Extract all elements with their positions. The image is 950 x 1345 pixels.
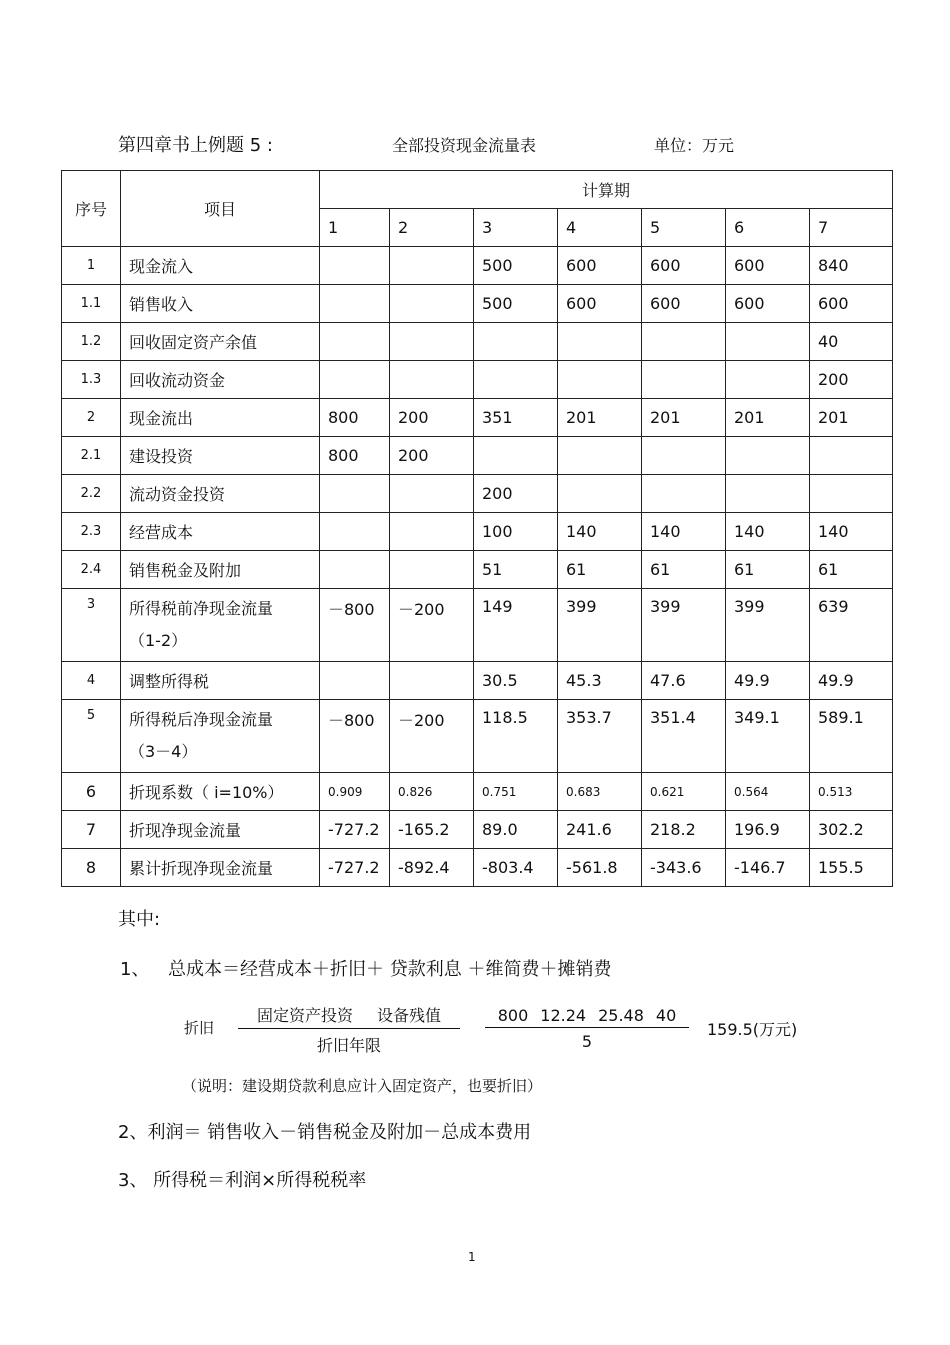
value-cell: 600	[558, 285, 642, 323]
formula-income-tax: 3、 所得税＝利润×所得税税率	[118, 1170, 367, 1191]
table-row	[62, 399, 893, 437]
table-row	[62, 849, 893, 887]
depreciation-formula-fraction	[238, 1003, 460, 1056]
value-cell: 140	[810, 513, 893, 551]
header-seq: 序号	[62, 171, 121, 247]
value-cell	[474, 437, 558, 475]
row-item-line1: 所得税后净现金流量	[129, 710, 274, 729]
value-cell: 61	[642, 551, 726, 589]
table-row	[62, 361, 893, 399]
period-header-cell: 4	[558, 209, 642, 247]
value-cell: 800	[320, 437, 390, 475]
row-seq: 6	[62, 773, 121, 811]
table-row	[62, 437, 893, 475]
value-cell: -803.4	[474, 849, 558, 887]
value-cell	[320, 475, 390, 513]
row-seq: 4	[62, 662, 121, 700]
value-cell: 30.5	[474, 662, 558, 700]
header-period: 计算期	[320, 171, 893, 209]
value-cell	[642, 323, 726, 361]
row-item: 累计折现净现金流量	[121, 849, 320, 887]
row-item: 回收流动资金	[121, 361, 320, 399]
value-cell: 241.6	[558, 811, 642, 849]
value-cell: 201	[558, 399, 642, 437]
table-row	[62, 662, 893, 700]
table-row	[62, 589, 893, 662]
value-cell: 201	[642, 399, 726, 437]
value-cell	[558, 323, 642, 361]
row-seq: 2.3	[62, 513, 121, 551]
row-item: 经营成本	[121, 513, 320, 551]
value-cell: 51	[474, 551, 558, 589]
row-seq: 2.1	[62, 437, 121, 475]
formula-1-number: 1、	[120, 959, 150, 980]
value-cell: 200	[474, 475, 558, 513]
table-title: 全部投资现金流量表	[392, 136, 537, 155]
table-row	[62, 513, 893, 551]
value-cell: 399	[642, 589, 726, 662]
page-number: 1	[468, 1250, 476, 1264]
row-item: 折现净现金流量	[121, 811, 320, 849]
value-cell	[642, 475, 726, 513]
value-cell: 600	[642, 247, 726, 285]
value-cell: 49.9	[810, 662, 893, 700]
table-row	[62, 247, 893, 285]
row-item	[121, 700, 320, 773]
value-cell: 500	[474, 247, 558, 285]
value-cell: 399	[558, 589, 642, 662]
row-item: 现金流入	[121, 247, 320, 285]
row-item	[121, 589, 320, 662]
value-cell: 351.4	[642, 700, 726, 773]
row-seq: 1	[62, 247, 121, 285]
value-cell	[390, 662, 474, 700]
value-cell: 353.7	[558, 700, 642, 773]
row-seq: 1.2	[62, 323, 121, 361]
value-cell	[390, 285, 474, 323]
row-item: 流动资金投资	[121, 475, 320, 513]
value-cell: 149	[474, 589, 558, 662]
depreciation-result: 159.5(万元)	[707, 1020, 798, 1039]
period-header-cell: 3	[474, 209, 558, 247]
row-seq: 1.1	[62, 285, 121, 323]
fixed-asset-investment: 固定资产投资	[256, 1006, 353, 1025]
cash-flow-table	[61, 170, 893, 887]
row-item: 现金流出	[121, 399, 320, 437]
value-cell	[320, 285, 390, 323]
row-seq: 2.2	[62, 475, 121, 513]
table-row	[62, 475, 893, 513]
value-cell: 0.683	[558, 773, 642, 811]
value-cell: -561.8	[558, 849, 642, 887]
table-row	[62, 285, 893, 323]
value-cell	[390, 551, 474, 589]
value-cell: 61	[726, 551, 810, 589]
value-cell	[474, 323, 558, 361]
value-cell: －800	[320, 700, 390, 773]
value-cell	[726, 361, 810, 399]
value-cell: 140	[558, 513, 642, 551]
value-cell: 639	[810, 589, 893, 662]
value-cell: 140	[642, 513, 726, 551]
row-seq: 3	[62, 589, 121, 662]
period-header-cell: 5	[642, 209, 726, 247]
value-cell: 0.621	[642, 773, 726, 811]
value-cell: -727.2	[320, 849, 390, 887]
value-cell: 349.1	[726, 700, 810, 773]
value-cell	[474, 361, 558, 399]
row-item-line2: （3－4）	[129, 742, 198, 761]
row-item-line2: （1-2）	[129, 631, 188, 650]
value-cell	[558, 475, 642, 513]
value-cell: -343.6	[642, 849, 726, 887]
value-cell: 600	[558, 247, 642, 285]
formula-profit: 2、利润＝ 销售收入－销售税金及附加－总成本费用	[118, 1122, 532, 1143]
value-cell: 100	[474, 513, 558, 551]
value-cell: 40	[810, 323, 893, 361]
value-cell: －800	[320, 589, 390, 662]
value-cell: -892.4	[390, 849, 474, 887]
value-cell	[320, 323, 390, 361]
header-item: 项目	[121, 171, 320, 247]
value-cell	[558, 361, 642, 399]
value-cell: -165.2	[390, 811, 474, 849]
row-item: 折现系数（ i=10%）	[121, 773, 320, 811]
numerator-value: 800	[497, 1006, 529, 1025]
value-cell: 589.1	[810, 700, 893, 773]
value-cell: 840	[810, 247, 893, 285]
row-seq: 2.4	[62, 551, 121, 589]
value-cell	[642, 437, 726, 475]
fraction-numerator-values	[485, 1006, 689, 1028]
value-cell: 155.5	[810, 849, 893, 887]
period-header-cell: 2	[390, 209, 474, 247]
value-cell	[320, 513, 390, 551]
value-cell	[726, 475, 810, 513]
period-header-cell: 7	[810, 209, 893, 247]
value-cell	[558, 437, 642, 475]
row-item: 销售税金及附加	[121, 551, 320, 589]
value-cell	[642, 361, 726, 399]
value-cell	[390, 323, 474, 361]
value-cell: 0.513	[810, 773, 893, 811]
period-header-cell: 1	[320, 209, 390, 247]
value-cell: 0.826	[390, 773, 474, 811]
value-cell: 500	[474, 285, 558, 323]
value-cell: 47.6	[642, 662, 726, 700]
fraction-numerator	[238, 1003, 460, 1029]
value-cell: 0.564	[726, 773, 810, 811]
depreciation-label: 折旧	[184, 1019, 215, 1037]
row-seq: 5	[62, 700, 121, 773]
value-cell: 600	[726, 285, 810, 323]
unit-label: 单位：万元	[654, 136, 735, 155]
numerator-value: 40	[655, 1006, 677, 1025]
value-cell: 0.751	[474, 773, 558, 811]
value-cell: -727.2	[320, 811, 390, 849]
value-cell: 118.5	[474, 700, 558, 773]
formula-1-text: 总成本＝经营成本＋折旧＋ 贷款利息 ＋维简费＋摊销费	[168, 959, 612, 980]
value-cell	[390, 475, 474, 513]
row-item: 建设投资	[121, 437, 320, 475]
value-cell: 0.909	[320, 773, 390, 811]
value-cell	[390, 361, 474, 399]
value-cell	[320, 551, 390, 589]
row-item: 销售收入	[121, 285, 320, 323]
value-cell	[726, 437, 810, 475]
value-cell: 201	[810, 399, 893, 437]
value-cell: －200	[390, 589, 474, 662]
value-cell: 218.2	[642, 811, 726, 849]
value-cell: 600	[642, 285, 726, 323]
value-cell	[810, 475, 893, 513]
value-cell: －200	[390, 700, 474, 773]
value-cell: 600	[810, 285, 893, 323]
value-cell: 200	[390, 437, 474, 475]
value-cell: 89.0	[474, 811, 558, 849]
value-cell	[320, 247, 390, 285]
notes-title: 其中:	[118, 909, 161, 930]
row-item: 回收固定资产余值	[121, 323, 320, 361]
table-row	[62, 323, 893, 361]
table-body	[62, 247, 893, 887]
value-cell: -146.7	[726, 849, 810, 887]
row-seq: 1.3	[62, 361, 121, 399]
value-cell: 201	[726, 399, 810, 437]
table-row	[62, 700, 893, 773]
value-cell	[390, 513, 474, 551]
value-cell: 61	[558, 551, 642, 589]
numerator-value: 12.24	[540, 1006, 587, 1025]
table-row	[62, 551, 893, 589]
numerator-value: 25.48	[598, 1006, 644, 1025]
value-cell	[726, 323, 810, 361]
value-cell: 140	[726, 513, 810, 551]
value-cell: 49.9	[726, 662, 810, 700]
value-cell: 200	[810, 361, 893, 399]
depreciation-value-fraction	[485, 1006, 689, 1051]
fraction-denominator: 折旧年限	[316, 1036, 381, 1055]
explanation-note: （说明：建设期贷款利息应计入固定资产，也要折旧）	[182, 1077, 543, 1095]
table-row	[62, 811, 893, 849]
value-cell	[320, 662, 390, 700]
value-cell: 200	[390, 399, 474, 437]
row-item-line1: 所得税前净现金流量	[129, 599, 274, 618]
formula-total-cost	[120, 955, 611, 981]
value-cell	[810, 437, 893, 475]
value-cell: 196.9	[726, 811, 810, 849]
period-header-cell: 6	[726, 209, 810, 247]
value-cell: 61	[810, 551, 893, 589]
row-item: 调整所得税	[121, 662, 320, 700]
value-cell: 45.3	[558, 662, 642, 700]
value-cell	[320, 361, 390, 399]
value-cell: 800	[320, 399, 390, 437]
value-cell	[390, 247, 474, 285]
value-cell: 600	[726, 247, 810, 285]
row-seq: 2	[62, 399, 121, 437]
table-row	[62, 773, 893, 811]
example-heading: 第四章书上例题 5 :	[118, 135, 273, 156]
row-seq: 7	[62, 811, 121, 849]
fraction-denominator-value: 5	[581, 1032, 593, 1051]
value-cell: 302.2	[810, 811, 893, 849]
salvage-value: 设备残值	[377, 1006, 442, 1025]
value-cell: 351	[474, 399, 558, 437]
row-seq: 8	[62, 849, 121, 887]
value-cell: 399	[726, 589, 810, 662]
